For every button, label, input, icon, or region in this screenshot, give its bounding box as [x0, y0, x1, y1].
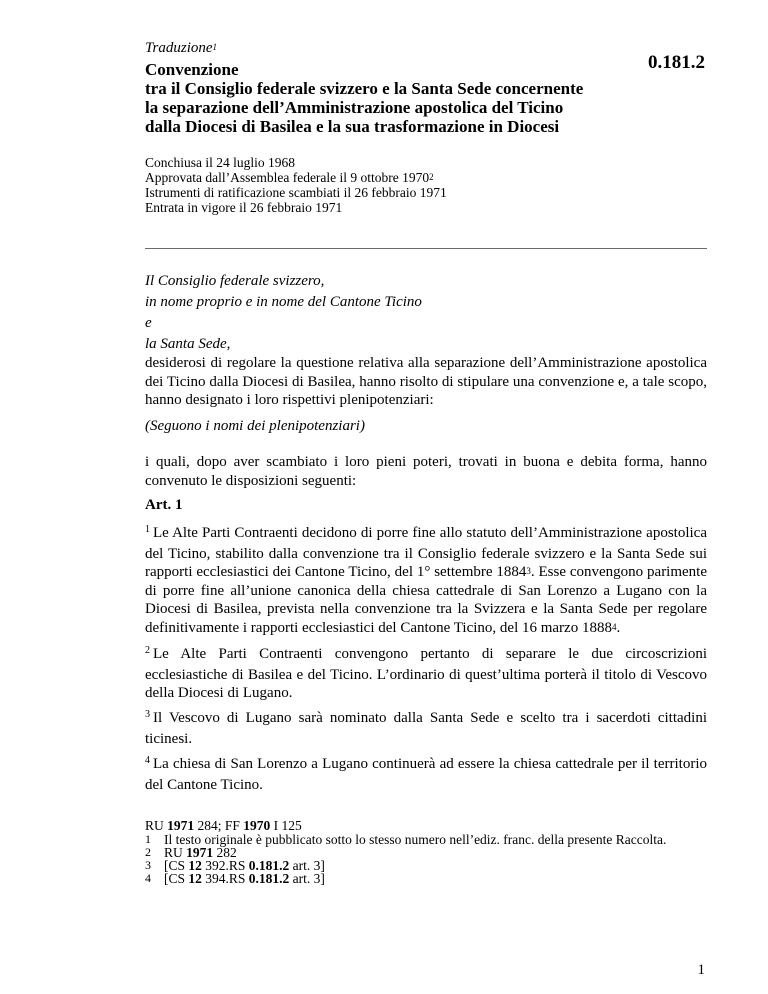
footnote-number: 4 — [145, 871, 151, 885]
footnote-text-part: [CS — [164, 871, 189, 886]
paragraph-number: 2 — [145, 645, 150, 656]
sr-number: 0.181.2 — [648, 52, 705, 73]
footnote-number: 3 — [145, 858, 151, 872]
footnote-number: 2 — [145, 845, 151, 859]
ratification-date: Istrumenti di ratificazione scambiati il 26 febbraio 1971 — [145, 185, 447, 200]
approval-text: Approvata dall’Assemblea federale il 9 ottobre 1970 — [145, 170, 430, 185]
footnote-ref[interactable]: 2 — [429, 172, 434, 182]
paragraph-number: 1 — [145, 524, 150, 535]
party-line: Il Consiglio federale svizzero, — [145, 273, 325, 289]
party-line: e — [145, 315, 152, 331]
source-text: RU — [145, 818, 168, 833]
footnote-ref[interactable]: 1 — [212, 42, 218, 52]
paragraph-text: . Esse convengono parimente di porre fine all’unione canonica della chiesa cattedrale di San Lorenzo a Lugano con la Diocesi di Basilea, prevista nella convenzione tra la Svizzera e la Santa Sede per regolare definitivamente i rapporti ecclesiastici del Cantone Ticino, del 16 marzo 1888 — [145, 564, 708, 636]
footnote-text-part: 1971 — [186, 845, 214, 860]
in-force-date: Entrata in vigore il 26 febbraio 1971 — [145, 200, 343, 215]
article-paragraph-4 — [145, 755, 707, 794]
source-text: 284; FF — [194, 818, 244, 833]
source-line — [145, 819, 705, 832]
article-paragraph-1 — [145, 524, 707, 637]
footnote-text — [164, 872, 325, 885]
footnote-text-part: 282 — [213, 845, 237, 860]
footnote-text-part: 12 — [188, 858, 202, 873]
translation-label — [145, 40, 217, 57]
source-text: I 125 — [270, 818, 302, 833]
footnote-text-part: RU — [164, 845, 187, 860]
party-line: in nome proprio e in nome del Cantone Ticino — [145, 294, 422, 310]
preamble-agreed: i quali, dopo aver scambiato i loro pieni poteri, trovati in buona e debita forma, hanno convenuto le disposizioni seguenti: — [145, 454, 707, 489]
paragraph-text: Le Alte Parti Contraenti convengono pertanto di separare le due circoscrizioni ecclesiastiche di Basilea e del Ticino. L’ordinario di quest’ultima porterà il titolo di Vescovo della Diocesi di Lugano. — [145, 646, 707, 701]
title-line: Convenzione — [145, 60, 239, 79]
footnote-4 — [145, 872, 705, 885]
preamble-plenipotentiaries: (Seguono i nomi dei plenipotenziari) — [145, 418, 365, 434]
source-text: 1971 — [167, 818, 195, 833]
paragraph-number: 3 — [145, 709, 150, 720]
approval-date — [145, 170, 447, 185]
paragraph-text: La chiesa di San Lorenzo a Lugano continuerà ad essere la chiesa cattedrale per il territorio del Cantone Ticino. — [145, 756, 707, 793]
preamble-desire: desiderosi di regolare la questione relativa alla separazione dell’Amministrazione apostolica dei Ticino dalla Diocesi di Basilea, hanno risolto di stipulare una convenzione e, a tale scopo, hanno designato i loro rispettivi plenipotenziari: — [145, 355, 707, 408]
article-paragraph-3 — [145, 709, 707, 748]
footnote-text-part: art. 3] — [289, 871, 325, 886]
footnote-text-part: 12 — [188, 871, 202, 886]
paragraph-number: 4 — [145, 755, 150, 766]
title-line: dalla Diocesi di Basilea e la sua trasformazione in Diocesi — [145, 117, 560, 136]
footnote-text-part: 0.181.2 — [248, 858, 290, 873]
paragraph-text: Il Vescovo di Lugano sarà nominato dalla Santa Sede e scelto tra i sacerdoti cittadini ticinesi. — [145, 710, 707, 747]
footnote-text-part: 0.181.2 — [248, 871, 290, 886]
footnote-text: Il testo originale è pubblicato sotto lo stesso numero nell’ediz. franc. della presente Raccolta. — [164, 832, 667, 847]
footnote-ref[interactable]: 3 — [526, 566, 531, 576]
title-line: tra il Consiglio federale svizzero e la Santa Sede concernente — [145, 79, 584, 98]
source-text: 1970 — [243, 818, 271, 833]
party-line: la Santa Sede, — [145, 336, 231, 352]
document-metadata — [145, 155, 447, 215]
footnotes — [145, 819, 705, 885]
footnote-text-part: 394.RS — [201, 871, 249, 886]
article-paragraph-2 — [145, 645, 707, 703]
footnote-number: 1 — [145, 832, 151, 846]
footnote-text-part: [CS — [164, 858, 189, 873]
concluded-date: Conchiusa il 24 luglio 1968 — [145, 155, 295, 170]
header-divider — [145, 248, 707, 249]
translation-text: Traduzione — [145, 40, 213, 56]
footnote-text-part: art. 3] — [289, 858, 325, 873]
article-heading: Art. 1 — [145, 497, 183, 513]
page-number: 1 — [697, 962, 705, 978]
preamble-parties — [145, 271, 707, 355]
paragraph-text: . — [616, 619, 621, 636]
paragraph-text: Le Alte Parti Contraenti decidono di porre fine allo statuto dell’Amministrazione apostolica del Ticino, stabilito dalla convenzione tra il Consiglio federale svizzero e la Santa Sede sui rapporti ecclesiastici dei Cantone Ticino, del 1° settembre 1884 — [145, 525, 707, 580]
title-line: la separazione dell’Amministrazione apostolica del Ticino — [145, 98, 564, 117]
footnote-text-part: 392.RS — [201, 858, 249, 873]
footnote-ref[interactable]: 4 — [611, 621, 617, 632]
document-title — [145, 60, 665, 136]
